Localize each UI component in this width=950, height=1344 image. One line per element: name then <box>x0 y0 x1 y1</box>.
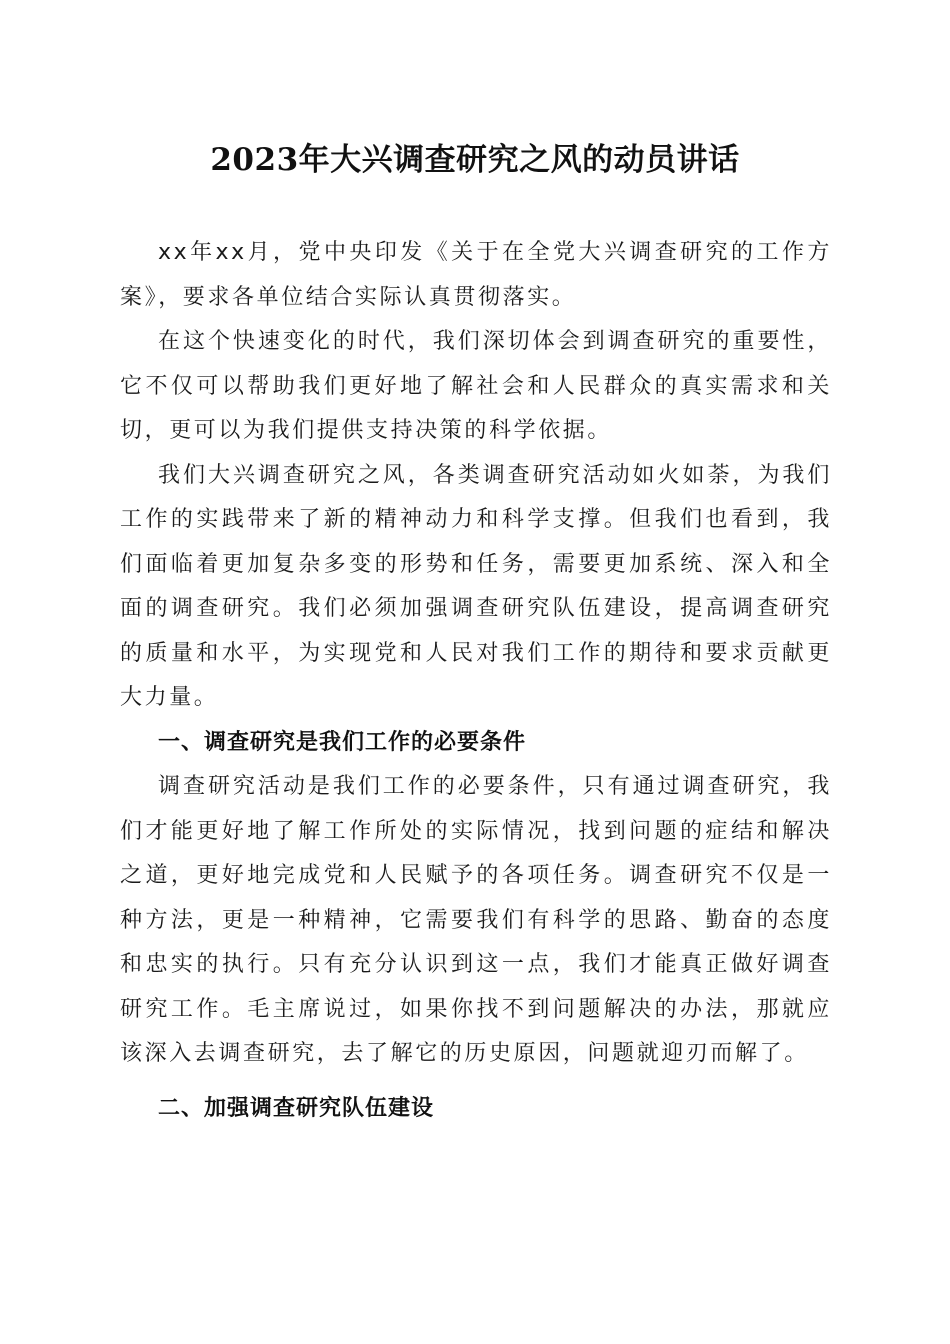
document-title: 2023年大兴调查研究之风的动员讲话 <box>210 142 740 178</box>
paragraph-background: 我们大兴调查研究之风，各类调查研究活动如火如荼，为我们工作的实践带来了新的精神动力和科学支撑。但我们也看到，我们面临着更加复杂多变的形势和任务，需要更加系统、深入和全面的调查研究。我们必须加强调查研究队伍建设，提高调查研究的质量和水平，为实现党和人民对我们工作的期待和要求贡献更大力量。 <box>120 462 832 710</box>
section-heading-2: 二、加强调查研究队伍建设 <box>158 1095 435 1121</box>
paragraph-importance: 在这个快速变化的时代，我们深切体会到调查研究的重要性，它不仅可以帮助我们更好地了解社会和人民群众的真实需求和关切，更可以为我们提供支持决策的科学依据。 <box>120 329 832 443</box>
paragraph-intro: xx年xx月，党中央印发《关于在全党大兴调查研究的工作方案》，要求各单位结合实际认真贯彻落实。 <box>120 240 832 310</box>
document-body <box>120 231 832 1131</box>
section-1-paragraph: 调查研究活动是我们工作的必要条件，只有通过调查研究，我们才能更好地了解工作所处的实际情况，找到问题的症结和解决之道，更好地完成党和人民赋予的各项任务。调查研究不仅是一种方法，更是一种精神，它需要我们有科学的思路、勤奋的态度和忠实的执行。只有充分认识到这一点，我们才能真正做好调查研究工作。毛主席说过，如果你找不到问题解决的办法，那就应该深入去调查研究，去了解它的历史原因，问题就迎刃而解了。 <box>120 774 832 1066</box>
section-heading-1: 一、调查研究是我们工作的必要条件 <box>158 729 527 755</box>
